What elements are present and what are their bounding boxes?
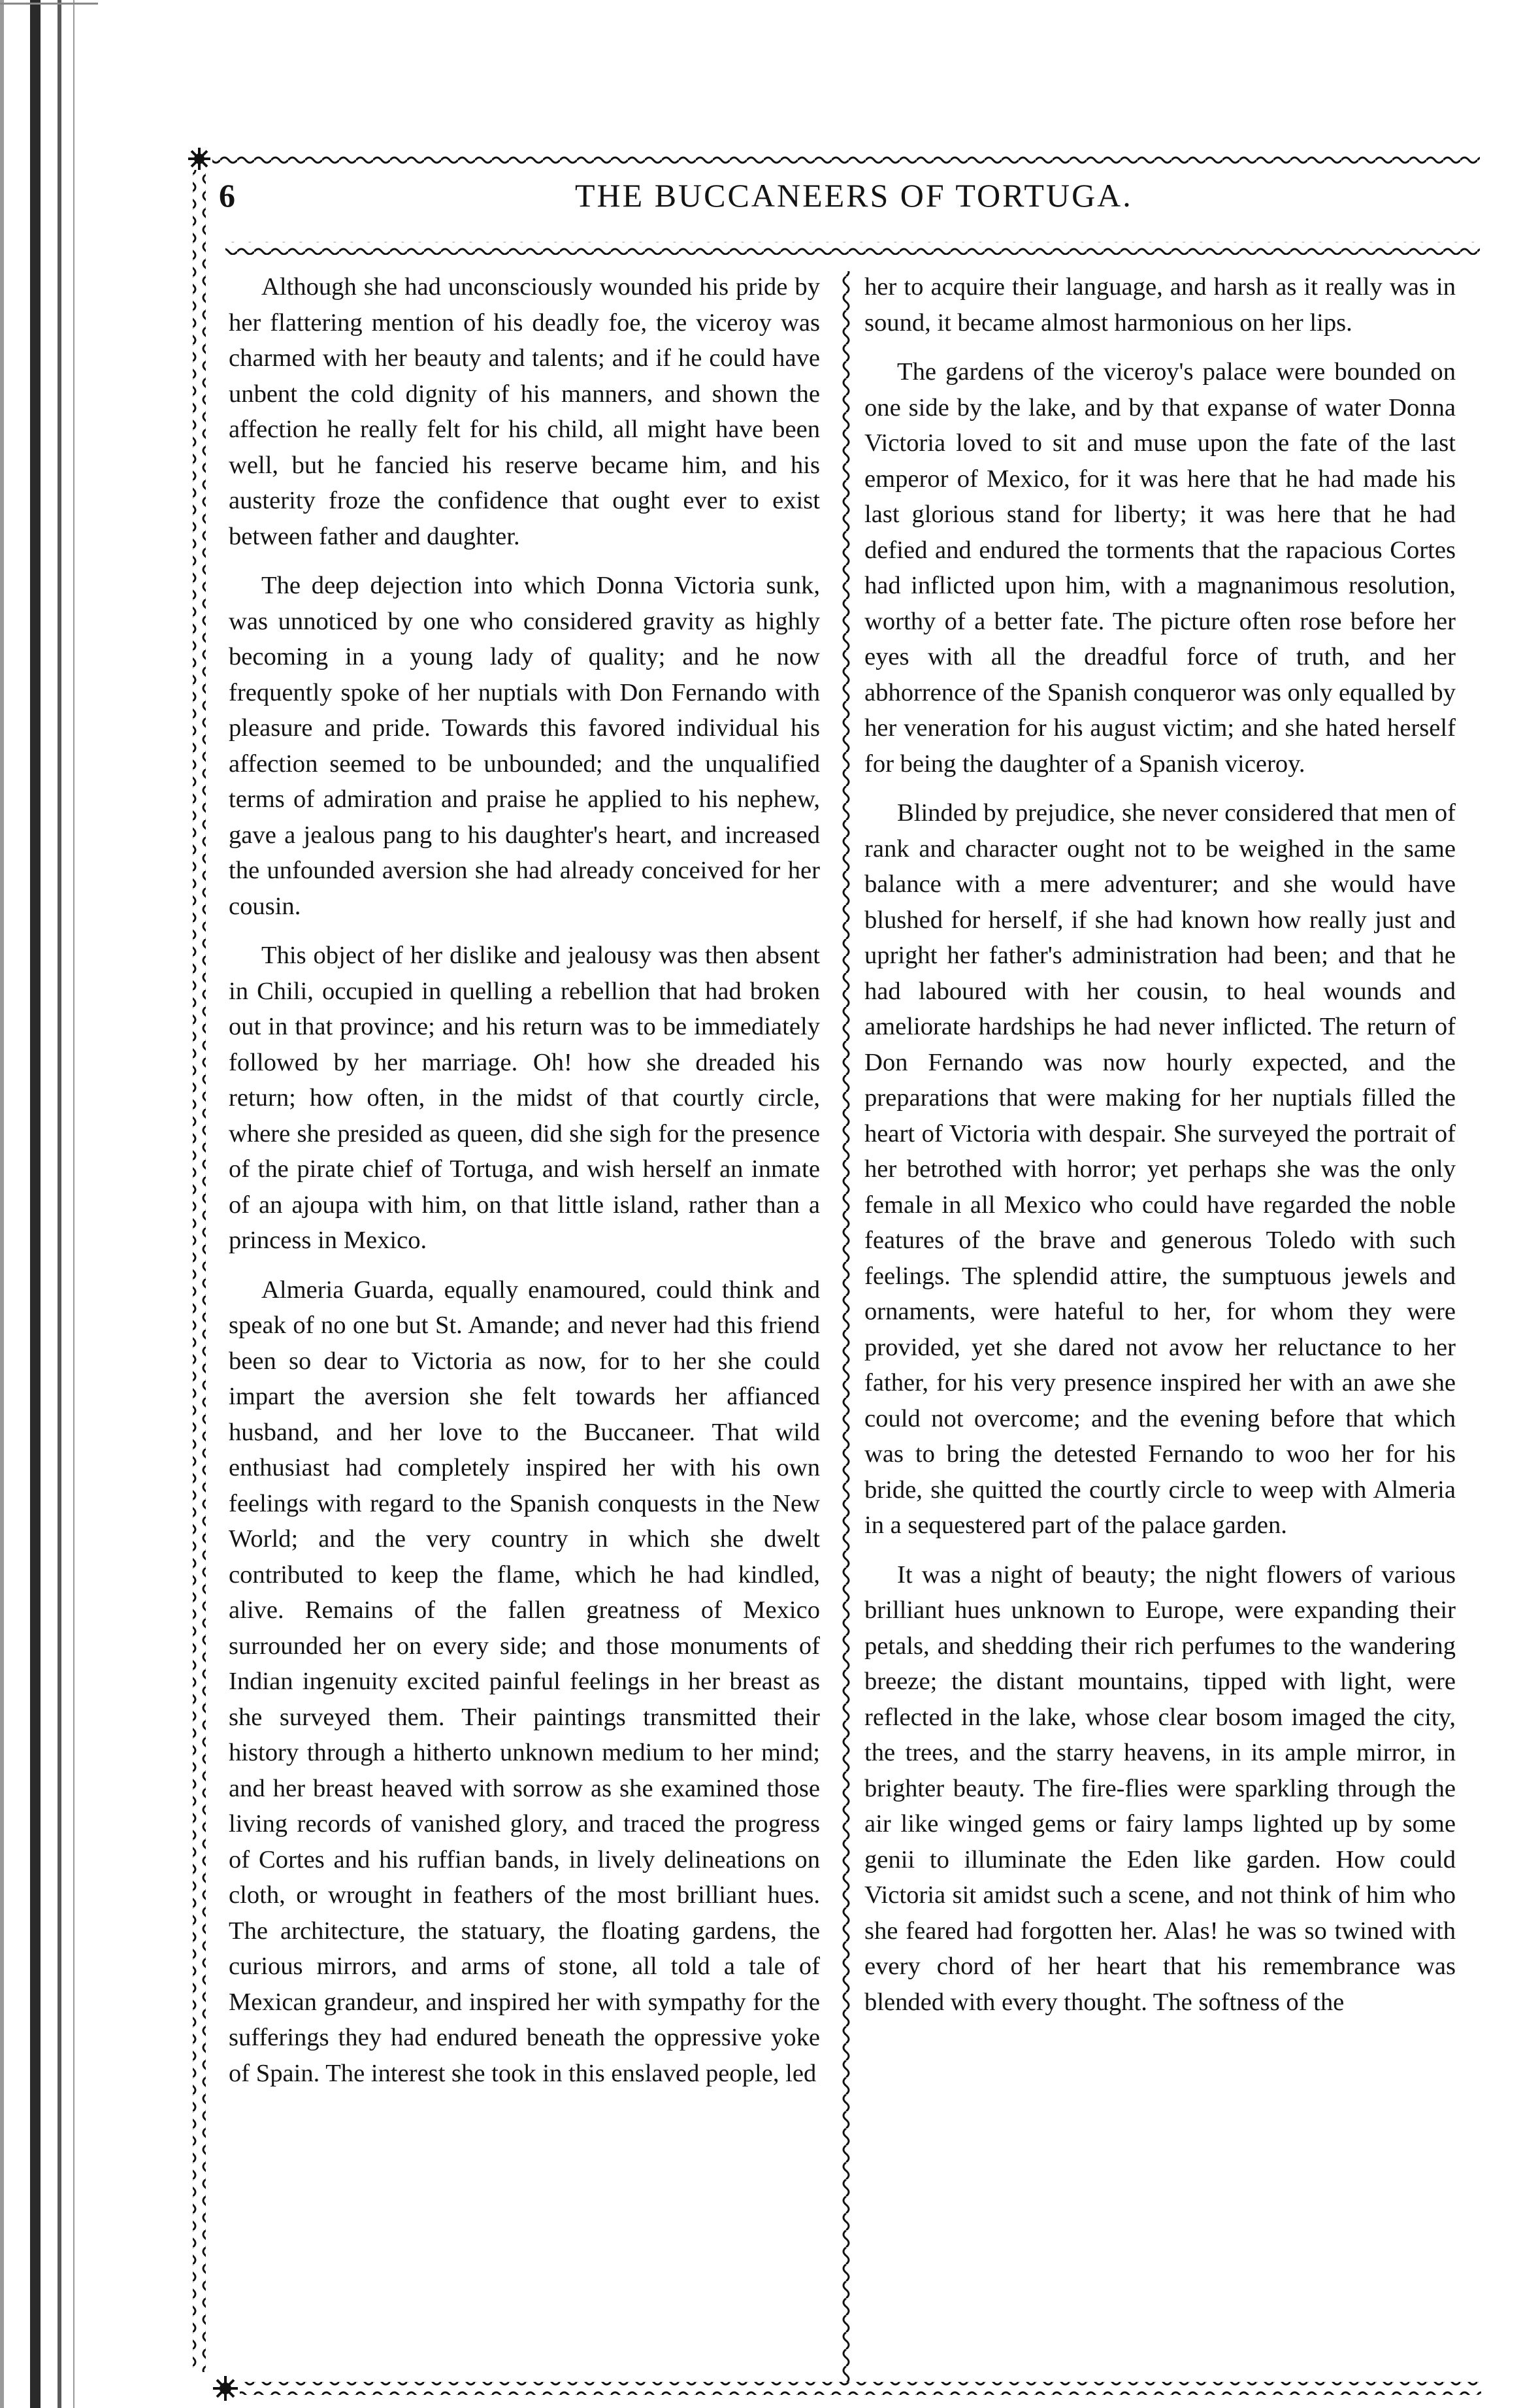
page-number: 6 (219, 177, 235, 214)
binding-gutter (0, 0, 98, 2408)
wavy-rule-top (212, 152, 1480, 165)
text-column-left (229, 269, 820, 2105)
wavy-vertical-rule (840, 271, 853, 2382)
paragraph: The gardens of the viceroy's palace were bounded on one side by the lake, and by that expanse of water Donna Victoria loved to sit and muse upon the fate of the last emperor of Mexico, for it was here that he had made his last glorious stand for liberty; it was here that he had defied and endured the torments that the rapacious Cortes had inflicted upon him, with a magnanimous resolution, worthy of a better fate. The picture often rose before her eyes with all the dreadful force of truth, and her abhorrence of the Spanish conqueror was only equalled by her veneration for his august victim; and she hated herself for being the daughter of a Spanish viceroy. (864, 358, 1456, 778)
paragraph-continued: her to acquire their language, and harsh as it really was in sound, it became almost harmonious on her lips. (864, 273, 1456, 337)
paragraph: The deep dejection into which Donna Victoria sunk, was unnoticed by one who considered gravity as highly becoming in a young lady of quality; and he now frequently spoke of her nuptials with Don Fernando with pleasure and pride. Towards this favored individual his affection seemed to be unbounded; and the unqualified terms of admiration and praise he applied to his nephew, gave a jealous pang to his daughter's heart, and increased the unfounded aversion she had already conceived for her cousin. (229, 572, 820, 920)
running-title: THE BUCCANEERS OF TORTUGA. (575, 177, 1133, 214)
paragraph: Blinded by prejudice, she never considered that men of rank and character ought not to be weighed in the same balance with a mere adventurer; and she would have blushed for herself, if she had known how really just and upright her father's administration had been; and that he had laboured with her cousin, to heal wounds and ameliorate hardships he had never inflicted. The return of Don Fernando was now hourly expected, and the preparations that were making for her nuptials filled the heart of Victoria with despair. She surveyed the portrait of her betrothed with horror; yet perhaps she was the only female in all Mexico who could have regarded the noble features of the brave and generous Toledo with such feelings. The splendid attire, the sumptuous jewels and ornaments, were hateful to her, for whom they were provided, yet she dared not avow her reluctance to her father, for his very presence inspired her with an awe she could not overcome; and the evening before that which was to bring the detested Fernando to woo her for his bride, she quitted the courtly circle to weep with Almeria in a sequestered part of the palace garden. (864, 799, 1456, 1539)
wavy-border-left (193, 170, 206, 2372)
text-column-right (864, 269, 1456, 2034)
paragraph: Almeria Guarda, equally enamoured, could think and speak of no one but St. Amande; and never had this friend been so dear to Victoria as now, for to her she could impart the aversion she felt towards her affianced husband, and her love to the Buccaneer. That wild enthusiast had completely inspired her with his own feelings with regard to the Spanish conquests in the New World; and the very country in which she dwelt contributed to keep the flame, which he had kindled, alive. Remains of the fallen greatness of Mexico surrounded her on every side; and those monuments of Indian ingenuity excited painful feelings in her breast as she surveyed them. Their paintings transmitted their history through a hitherto unknown medium to her mind; and her breast heaved with sorrow as she examined those living records of vanished glory, and traced the progress of Cortes and his ruffian bands, in lively delineations on cloth, or wrought in feathers of the most brilliant hues. The architecture, the statuary, the floating gardens, the curious mirrors, and arms of stone, all told a tale of Mexican grandeur, and inspired her with sympathy for the sufferings they had endured beneath the oppressive yoke of Spain. The interest she took in this enslaved people, led (229, 1276, 820, 2087)
star-ornament (188, 148, 210, 170)
wavy-rule-bottom (240, 2382, 1481, 2395)
wavy-rule-header (225, 242, 1480, 255)
paragraph: It was a night of beauty; the night flowers of various brilliant hues unknown to Europe, were expanding their petals, and shedding their rich perfumes to the wandering breeze; the distant mountains, tipped with light, were reflected in the lake, whose clear bosom imaged the city, the trees, and the starry heavens, in its ample mirror, in brighter beauty. The fire-flies were sparkling through the air like winged gems or fairy lamps lighted up by some genii to illuminate the Eden like garden. How could Victoria sit amidst such a scene, and not think of him who she feared had forgotten her. Alas! he was so twined with every chord of her heart that his remembrance was blended with every thought. The softness of the (864, 1560, 1456, 2016)
star-ornament-bottom (213, 2376, 238, 2401)
paragraph: Although she had unconsciously wounded his pride by her flattering mention of his deadly foe, the viceroy was charmed with her beauty and talents; and if he could have unbent the cold dignity of his manners, and shown the affection he really felt for his child, all might have been well, but he fancied his reserve became him, and his austerity froze the confidence that ought ever to exist between father and daughter. (229, 273, 820, 550)
paragraph: This object of her dislike and jealousy was then absent in Chili, occupied in quelling a rebellion that had broken out in that province; and his return was to be immediately followed by her marriage. Oh! how she dreaded his return; how often, in the midst of that courtly circle, where she presided as queen, did she sigh for the presence of the pirate chief of Tortuga, and wish herself an inmate of an ajoupa with him, on that little island, rather than a princess in Mexico. (229, 942, 820, 1254)
